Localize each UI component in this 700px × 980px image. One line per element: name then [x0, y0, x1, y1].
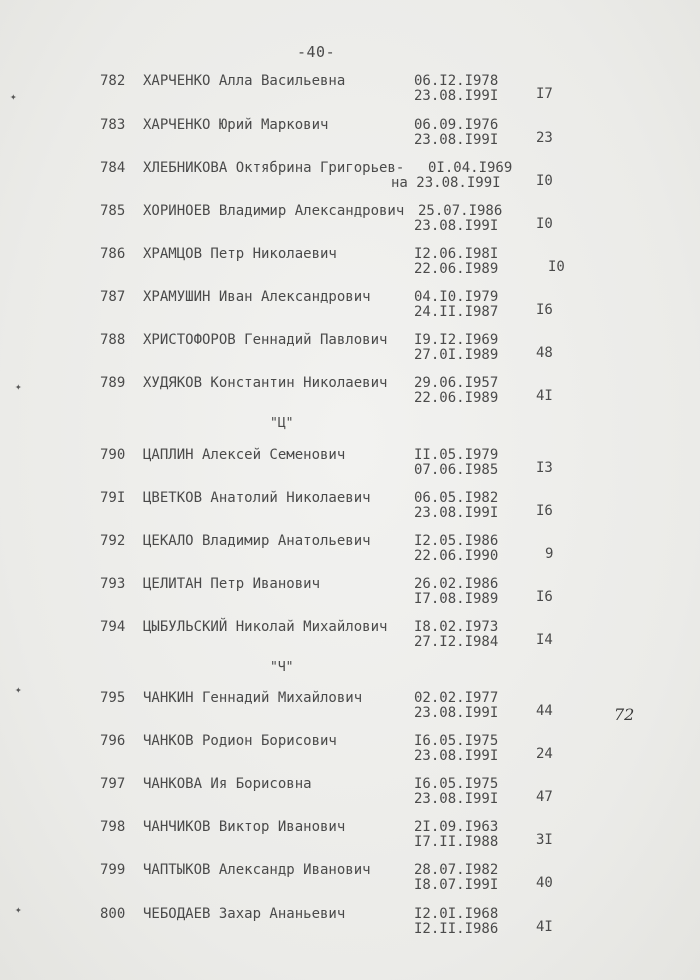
- record-number: 782: [100, 73, 126, 89]
- person-name: ЦЕЛИТАН Петр Иванович: [143, 576, 321, 592]
- start-date: I6.05.I975: [414, 776, 499, 792]
- table-row: [0, 533, 700, 569]
- end-date: на 23.08.I99I: [391, 175, 501, 191]
- person-name: ЦЕКАЛО Владимир Анатольевич: [143, 533, 371, 549]
- record-number: 798: [100, 819, 126, 835]
- section-header-ts: "Ц": [270, 416, 294, 431]
- end-date: I2.II.I986: [414, 921, 499, 937]
- record-value: 40: [536, 875, 553, 891]
- record-number: 789: [100, 375, 126, 391]
- record-value: I3: [536, 460, 553, 476]
- person-name: ХРАМЦОВ Петр Николаевич: [143, 246, 337, 262]
- person-name: ЦЫБУЛЬСКИЙ Николай Михайлович: [143, 619, 388, 635]
- table-row: [0, 906, 700, 942]
- start-date: 06.09.I976: [414, 117, 499, 133]
- person-name: ЧАНКОВ Родион Борисович: [143, 733, 337, 749]
- person-name: ЧАПТЫКОВ Александр Иванович: [143, 862, 371, 878]
- table-row: [0, 160, 700, 196]
- record-value: 44: [536, 703, 553, 719]
- end-date: 23.08.I99I: [414, 505, 499, 521]
- end-date: 23.08.I99I: [414, 218, 499, 234]
- record-number: 796: [100, 733, 126, 749]
- record-value: I0: [548, 259, 565, 275]
- start-date: I8.02.I973: [414, 619, 499, 635]
- end-date: 07.06.I985: [414, 462, 499, 478]
- table-row: [0, 490, 700, 526]
- start-date: I2.05.I986: [414, 533, 499, 549]
- end-date: 27.0I.I989: [414, 347, 499, 363]
- record-value: 9: [545, 546, 554, 562]
- record-value: 47: [536, 789, 553, 805]
- table-row: [0, 733, 700, 769]
- record-value: 23: [536, 130, 553, 146]
- binding-hole-mark: ✦: [15, 380, 22, 393]
- end-date: I7.II.I988: [414, 834, 499, 850]
- record-number: 785: [100, 203, 126, 219]
- section-header-ch: "Ч": [270, 660, 294, 675]
- start-date: I2.0I.I968: [414, 906, 499, 922]
- start-date: 25.07.I986: [418, 203, 503, 219]
- table-row: [0, 117, 700, 153]
- end-date: 24.II.I987: [414, 304, 499, 320]
- record-number: 784: [100, 160, 126, 176]
- record-number: 783: [100, 117, 126, 133]
- start-date: 06.I2.I978: [414, 73, 499, 89]
- end-date: 23.08.I99I: [414, 791, 499, 807]
- record-value: 4I: [536, 388, 553, 404]
- record-number: 797: [100, 776, 126, 792]
- person-name: ЧАНКОВА Ия Борисовна: [143, 776, 312, 792]
- person-name: ХАРЧЕНКО Алла Васильевна: [143, 73, 346, 89]
- start-date: 0I.04.I969: [428, 160, 513, 176]
- record-value: 48: [536, 345, 553, 361]
- binding-hole-mark: ✦: [15, 903, 22, 916]
- end-date: I7.08.I989: [414, 591, 499, 607]
- record-number: 787: [100, 289, 126, 305]
- person-name: ХАРЧЕНКО Юрий Маркович: [143, 117, 329, 133]
- person-name: ЧАНКИН Геннадий Михайлович: [143, 690, 363, 706]
- person-name: ХУДЯКОВ Константин Николаевич: [143, 375, 388, 391]
- record-value: I6: [536, 503, 553, 519]
- table-row: [0, 289, 700, 325]
- binding-hole-mark: ✦: [15, 683, 22, 696]
- record-value: 4I: [536, 919, 553, 935]
- record-number: 794: [100, 619, 126, 635]
- person-name: ХРАМУШИН Иван Александрович: [143, 289, 371, 305]
- table-row: [0, 576, 700, 612]
- person-name: ХРИСТОФОРОВ Геннадий Павлович: [143, 332, 388, 348]
- end-date: 27.I2.I984: [414, 634, 499, 650]
- table-row: [0, 332, 700, 368]
- record-value: I6: [536, 589, 553, 605]
- start-date: I2.06.I98I: [414, 246, 499, 262]
- start-date: I9.I2.I969: [414, 332, 499, 348]
- record-number: 790: [100, 447, 126, 463]
- table-row: [0, 819, 700, 855]
- end-date: 23.08.I99I: [414, 88, 499, 104]
- end-date: 22.06.I990: [414, 548, 499, 564]
- record-value: I0: [536, 216, 553, 232]
- start-date: 28.07.I982: [414, 862, 499, 878]
- record-value: 24: [536, 746, 553, 762]
- person-name: ЧЕБОДАЕВ Захар Ананьевич: [143, 906, 346, 922]
- person-name: ЧАНЧИКОВ Виктор Иванович: [143, 819, 346, 835]
- record-number: 799: [100, 862, 126, 878]
- start-date: II.05.I979: [414, 447, 499, 463]
- end-date: 22.06.I989: [414, 261, 499, 277]
- end-date: 23.08.I99I: [414, 705, 499, 721]
- table-row: [0, 619, 700, 655]
- start-date: 29.06.I957: [414, 375, 499, 391]
- end-date: 23.08.I99I: [414, 132, 499, 148]
- table-row: [0, 375, 700, 411]
- record-number: 795: [100, 690, 126, 706]
- table-row: [0, 690, 700, 726]
- table-row: [0, 73, 700, 109]
- start-date: I6.05.I975: [414, 733, 499, 749]
- end-date: 22.06.I989: [414, 390, 499, 406]
- end-date: 23.08.I99I: [414, 748, 499, 764]
- start-date: 04.I0.I979: [414, 289, 499, 305]
- record-number: 786: [100, 246, 126, 262]
- table-row: [0, 203, 700, 239]
- person-name: ЦАПЛИН Алексей Семенович: [143, 447, 346, 463]
- table-row: [0, 776, 700, 812]
- person-name: ХОРИНОЕВ Владимир Александрович: [143, 203, 405, 219]
- start-date: 02.02.I977: [414, 690, 499, 706]
- record-number: 793: [100, 576, 126, 592]
- record-number: 800: [100, 906, 126, 922]
- start-date: 06.05.I982: [414, 490, 499, 506]
- record-number: 788: [100, 332, 126, 348]
- table-row: [0, 862, 700, 898]
- record-value: I7: [536, 86, 553, 102]
- start-date: 2I.09.I963: [414, 819, 499, 835]
- handwritten-margin-note: 72: [614, 705, 635, 724]
- record-value: 3I: [536, 832, 553, 848]
- record-value: I4: [536, 632, 553, 648]
- table-row: [0, 447, 700, 483]
- binding-hole-mark: ✦: [10, 90, 17, 103]
- record-value: I6: [536, 302, 553, 318]
- end-date: I8.07.I99I: [414, 877, 499, 893]
- person-name: ЦВЕТКОВ Анатолий Николаевич: [143, 490, 371, 506]
- start-date: 26.02.I986: [414, 576, 499, 592]
- record-value: I0: [536, 173, 553, 189]
- record-number: 792: [100, 533, 126, 549]
- person-name: ХЛЕБНИКОВА Октябрина Григорьев-: [143, 160, 405, 176]
- page-number: -40-: [297, 43, 336, 61]
- table-row: [0, 246, 700, 282]
- record-number: 79I: [100, 490, 126, 506]
